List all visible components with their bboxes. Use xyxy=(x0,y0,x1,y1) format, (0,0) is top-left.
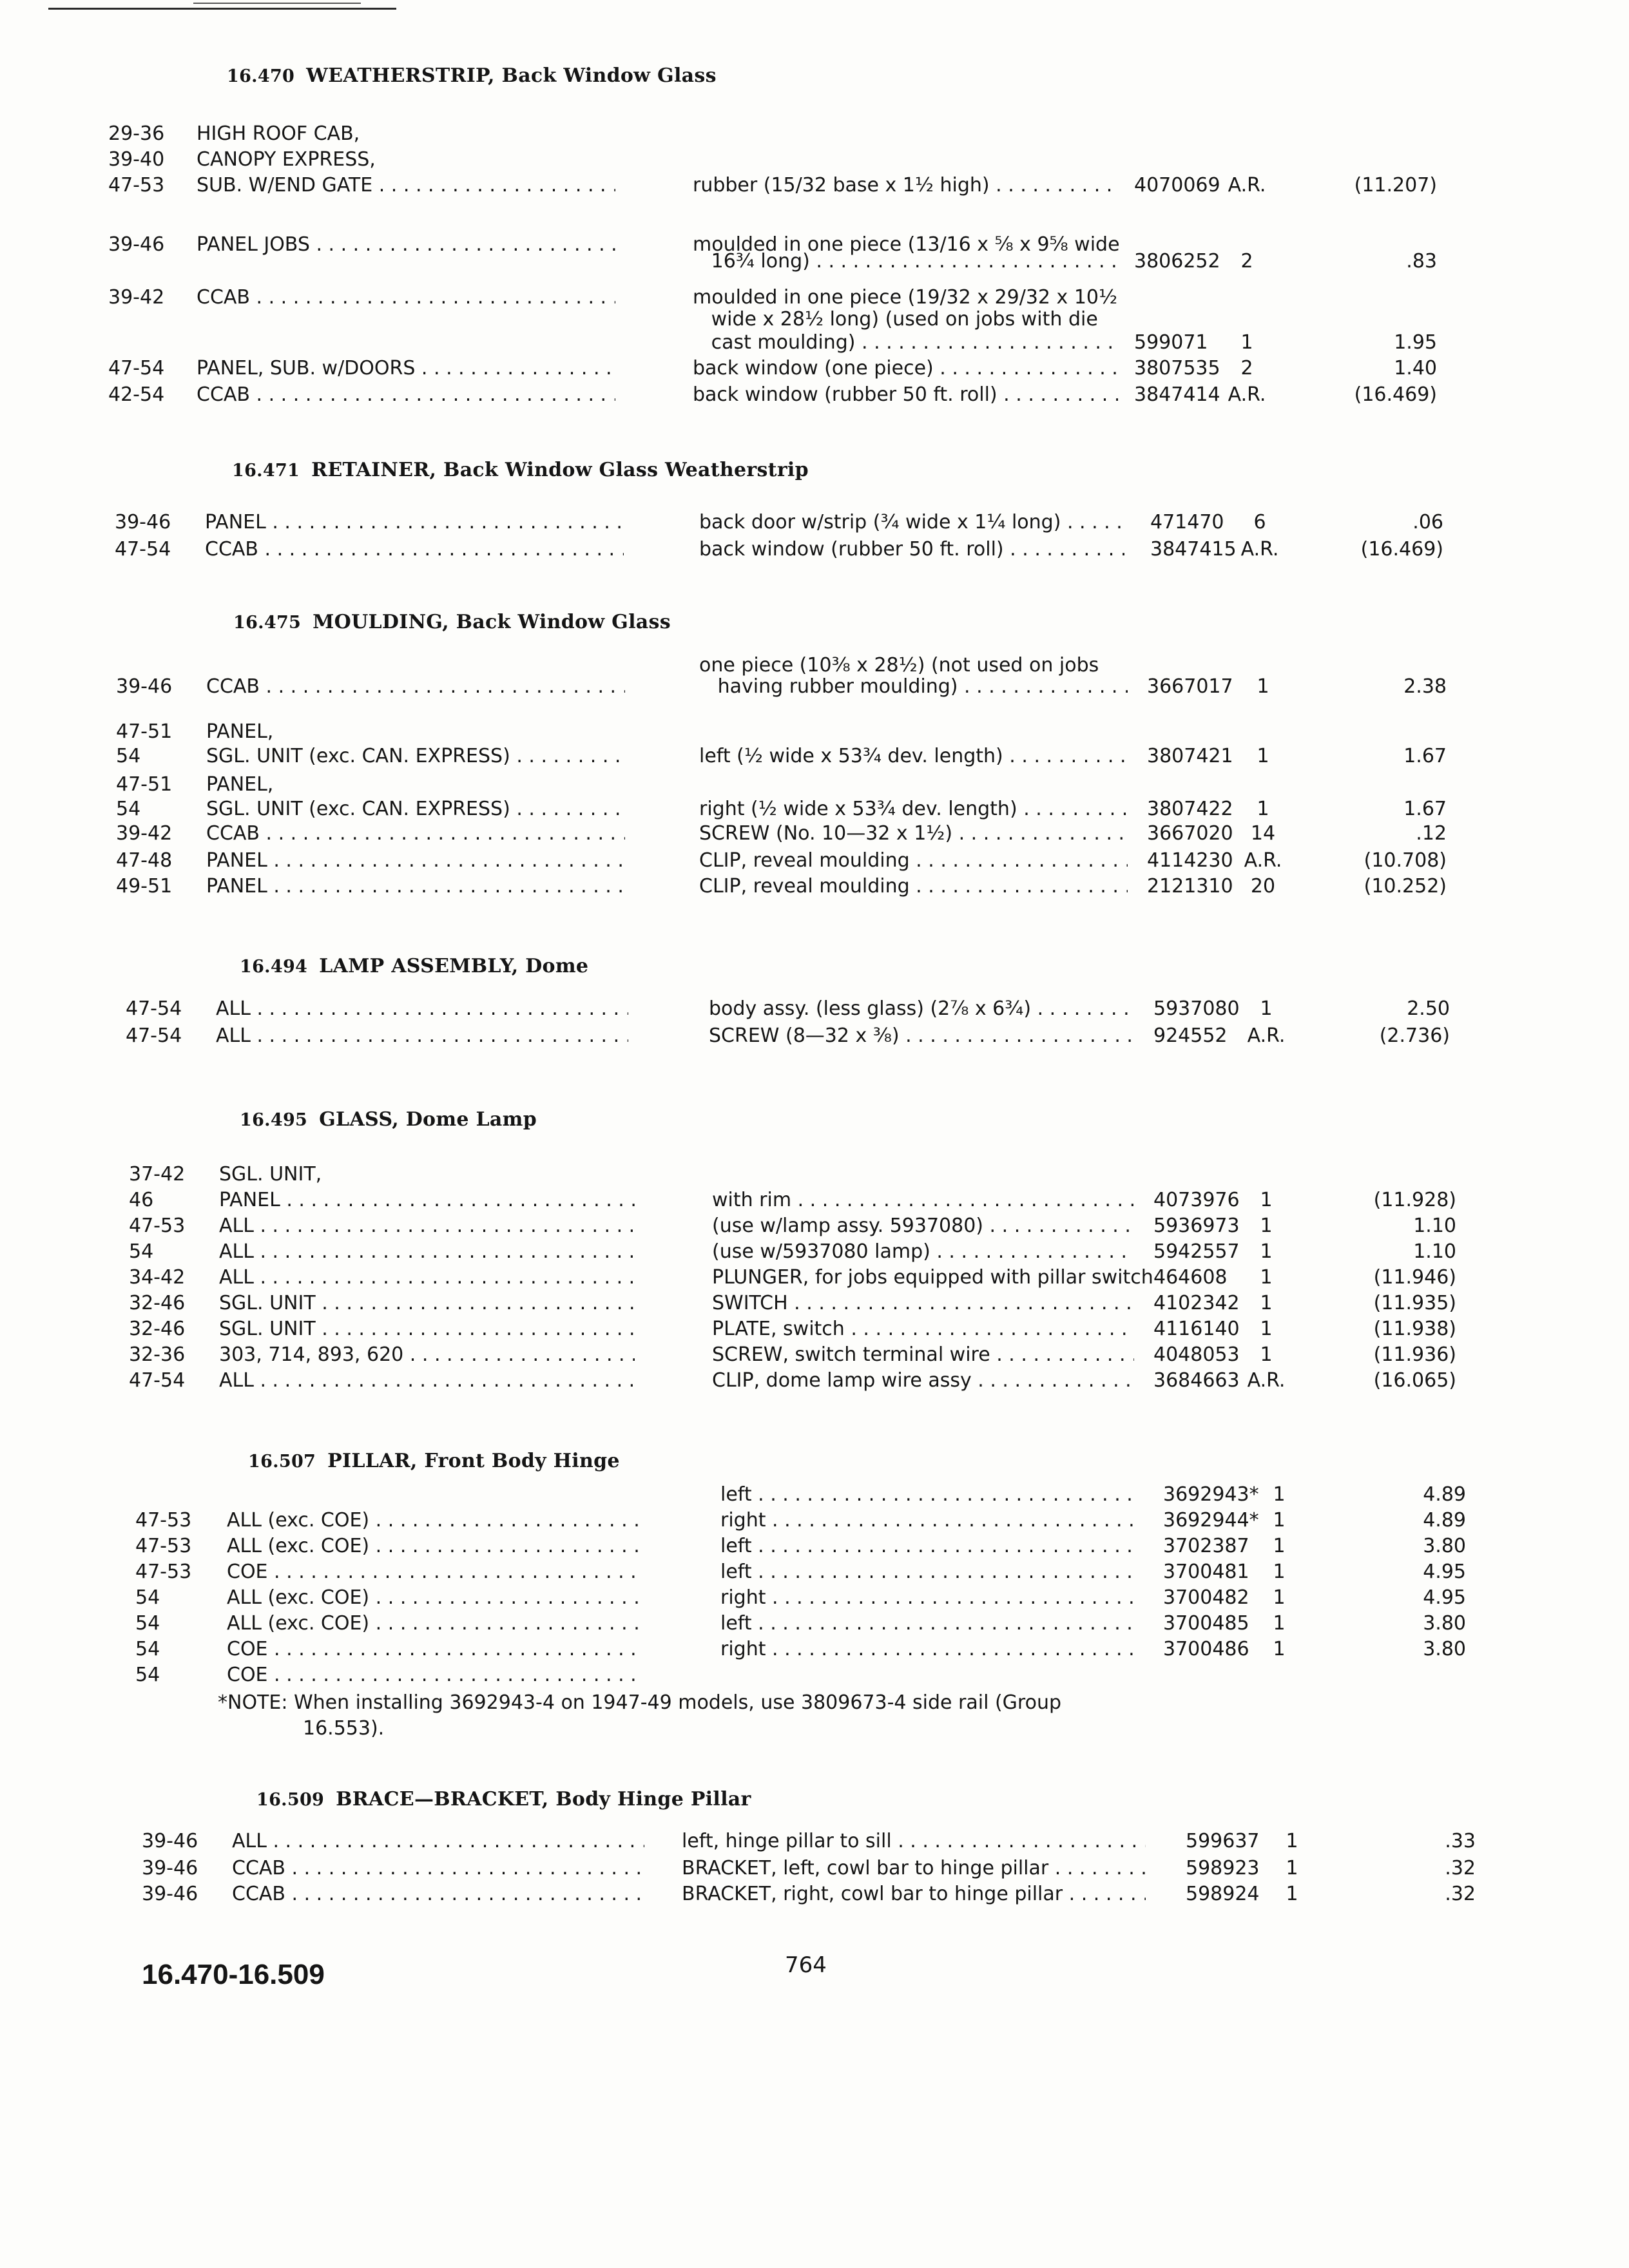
price: 2.38 xyxy=(1403,675,1447,698)
price: (11.938) xyxy=(1373,1318,1456,1340)
model-years: 39-40 xyxy=(108,148,165,171)
part-description: left . . . xyxy=(720,1483,1133,1506)
model-years: 47-51 xyxy=(116,720,173,743)
model-name: SGL. UNIT (exc. CAN. EXPRESS) . . . xyxy=(206,798,625,820)
model-name: ALL . . . xyxy=(219,1369,635,1392)
quantity: A.R. xyxy=(1240,538,1279,561)
model-years: 32-46 xyxy=(129,1318,186,1340)
model-name: CCAB . . . xyxy=(205,538,624,561)
part-description: left (½ wide x 53¾ dev. length) . . . xyxy=(699,745,1128,767)
quantity: A.R. xyxy=(1244,849,1282,872)
quantity: 2 xyxy=(1240,357,1253,380)
price: .83 xyxy=(1406,250,1437,273)
price: 3.80 xyxy=(1423,1535,1466,1557)
group-title: LAMP ASSEMBLY, Dome xyxy=(319,955,589,977)
quantity: 1 xyxy=(1260,1292,1273,1314)
part-number: 4073976 xyxy=(1153,1189,1240,1211)
model-name: PANEL . . . xyxy=(205,511,624,533)
part-description: back window (one piece) . . . xyxy=(693,357,1118,380)
price: 4.95 xyxy=(1423,1561,1466,1583)
part-description: cast moulding) . . . xyxy=(693,331,1118,354)
model-name: ALL (exc. COE) . . . xyxy=(227,1586,639,1609)
model-years: 54 xyxy=(135,1586,160,1609)
price: 4.89 xyxy=(1423,1509,1466,1532)
quantity: 1 xyxy=(1273,1586,1286,1609)
model-name: SGL. UNIT . . . xyxy=(219,1318,635,1340)
model-years: 47-53 xyxy=(135,1509,192,1532)
group-title: GLASS, Dome Lamp xyxy=(319,1108,537,1131)
model-name: ALL . . . xyxy=(219,1266,635,1289)
model-years: 39-46 xyxy=(115,511,171,533)
model-years: 54 xyxy=(116,745,141,767)
model-years: 39-42 xyxy=(116,822,173,845)
group-number: 16.507 xyxy=(248,1452,316,1472)
part-number: 3692943* xyxy=(1163,1483,1259,1506)
price: 4.89 xyxy=(1423,1483,1466,1506)
section-heading xyxy=(233,611,671,633)
model-name: ALL . . . xyxy=(232,1830,644,1852)
part-description: left . . . xyxy=(720,1561,1133,1583)
quantity: 1 xyxy=(1260,1240,1273,1263)
model-name: CCAB . . . xyxy=(197,383,615,406)
price: (11.936) xyxy=(1373,1343,1456,1366)
model-name: COE . . . xyxy=(227,1664,639,1686)
model-name: COE . . . xyxy=(227,1561,639,1583)
quantity: 1 xyxy=(1273,1638,1286,1660)
part-description: moulded in one piece (19/32 x 29/32 x 10½ xyxy=(693,286,1118,309)
part-description: SCREW (No. 10—32 x 1½) . . . xyxy=(699,822,1128,845)
part-number: 3807421 xyxy=(1147,745,1233,767)
model-name: ALL (exc. COE) . . . xyxy=(227,1612,639,1635)
part-description: moulded in one piece (13/16 x ⅝ x 9⅝ wide xyxy=(693,233,1120,256)
part-description: left . . . xyxy=(720,1612,1133,1635)
part-number: 599071 xyxy=(1134,331,1208,354)
quantity: 1 xyxy=(1286,1883,1298,1905)
part-description: CLIP, dome lamp wire assy . . . xyxy=(712,1369,1134,1392)
price: (16.469) xyxy=(1354,383,1437,406)
part-number: 464608 xyxy=(1153,1266,1228,1289)
price: .32 xyxy=(1445,1883,1476,1905)
section-heading xyxy=(227,64,717,87)
part-description: right (½ wide x 53¾ dev. length) . . . xyxy=(699,798,1128,820)
price: 1.10 xyxy=(1413,1240,1456,1263)
part-description: back door w/strip (¾ wide x 1¼ long) . . . xyxy=(699,511,1124,533)
model-name: ALL (exc. COE) . . . xyxy=(227,1509,639,1532)
group-title: MOULDING, Back Window Glass xyxy=(313,611,671,633)
part-description: wide x 28½ long) (used on jobs with die xyxy=(693,308,1098,331)
quantity: 1 xyxy=(1260,1343,1273,1366)
model-name: 303, 714, 893, 620 . . . xyxy=(219,1343,635,1366)
part-description: back window (rubber 50 ft. roll) . . . xyxy=(693,383,1118,406)
part-number: 598923 xyxy=(1186,1857,1260,1879)
group-number: 16.475 xyxy=(233,613,302,633)
price: (10.708) xyxy=(1364,849,1447,872)
price: .06 xyxy=(1412,511,1443,533)
section-heading xyxy=(240,1108,537,1131)
part-description: (use w/5937080 lamp) . . . xyxy=(712,1240,1134,1263)
part-number: 3807422 xyxy=(1147,798,1233,820)
model-name: PANEL . . . xyxy=(206,875,625,898)
price: 2.50 xyxy=(1407,997,1450,1020)
quantity: 1 xyxy=(1273,1509,1286,1532)
top-rule-short xyxy=(193,3,361,4)
price: (16.469) xyxy=(1360,538,1443,561)
model-name: PANEL . . . xyxy=(219,1189,635,1211)
price: 3.80 xyxy=(1423,1638,1466,1660)
model-years: 47-54 xyxy=(108,357,165,380)
model-years: 47-48 xyxy=(116,849,173,872)
price: (16.065) xyxy=(1373,1369,1456,1392)
model-name: PANEL JOBS . . . xyxy=(197,233,615,256)
model-years: 42-54 xyxy=(108,383,165,406)
price: (11.935) xyxy=(1373,1292,1456,1314)
model-name: PANEL, xyxy=(206,720,274,743)
model-years: 32-36 xyxy=(129,1343,186,1366)
section-heading xyxy=(240,955,588,977)
part-number: 4114230 xyxy=(1147,849,1233,872)
quantity: 1 xyxy=(1260,1266,1273,1289)
part-number: 4102342 xyxy=(1153,1292,1240,1314)
model-name: COE . . . xyxy=(227,1638,639,1660)
model-years: 39-46 xyxy=(142,1883,198,1905)
price: 3.80 xyxy=(1423,1612,1466,1635)
model-years: 39-46 xyxy=(116,675,173,698)
part-description: back window (rubber 50 ft. roll) . . . xyxy=(699,538,1124,561)
part-number: 3700485 xyxy=(1163,1612,1249,1635)
model-years: 39-46 xyxy=(108,233,165,256)
part-number: 2121310 xyxy=(1147,875,1233,898)
group-number: 16.470 xyxy=(227,66,295,86)
model-years: 54 xyxy=(135,1664,160,1686)
part-description: left . . . xyxy=(720,1535,1133,1557)
price: (11.928) xyxy=(1373,1189,1456,1211)
model-name: ALL . . . xyxy=(219,1240,635,1263)
model-name: CANOPY EXPRESS, xyxy=(197,148,376,171)
model-years: 54 xyxy=(135,1612,160,1635)
part-number: 3700481 xyxy=(1163,1561,1249,1583)
price: 4.95 xyxy=(1423,1586,1466,1609)
group-number: 16.471 xyxy=(232,461,300,481)
price: (11.207) xyxy=(1354,174,1437,197)
part-number: 4116140 xyxy=(1153,1318,1240,1340)
model-years: 47-53 xyxy=(108,174,165,197)
quantity: 1 xyxy=(1273,1483,1286,1506)
model-name: CCAB . . . xyxy=(232,1857,644,1879)
quantity: 1 xyxy=(1273,1612,1286,1635)
part-description: PLATE, switch . . . xyxy=(712,1318,1134,1340)
group-number: 16.494 xyxy=(240,957,308,977)
model-years: 47-54 xyxy=(126,997,182,1020)
part-description: SWITCH . . . xyxy=(712,1292,1134,1314)
model-years: 47-51 xyxy=(116,773,173,796)
model-name: PANEL, xyxy=(206,773,274,796)
part-description: BRACKET, right, cowl bar to hinge pillar . . . xyxy=(682,1883,1146,1905)
part-number: 3684663 xyxy=(1153,1369,1240,1392)
model-years: 47-53 xyxy=(129,1215,186,1237)
model-name: HIGH ROOF CAB, xyxy=(197,122,360,145)
part-number: 3807535 xyxy=(1134,357,1220,380)
model-years: 49-51 xyxy=(116,875,173,898)
quantity: 1 xyxy=(1273,1561,1286,1583)
model-years: 34-42 xyxy=(129,1266,186,1289)
part-description: BRACKET, left, cowl bar to hinge pillar . . . xyxy=(682,1857,1146,1879)
quantity: 1 xyxy=(1257,675,1269,698)
group-number: 16.509 xyxy=(256,1790,325,1810)
section-heading xyxy=(248,1450,620,1472)
part-description: PLUNGER, for jobs equipped with pillar switch xyxy=(712,1266,1153,1289)
price: 1.67 xyxy=(1403,745,1447,767)
footnote: *NOTE: When installing 3692943-4 on 1947-49 models, use 3809673-4 side rail (Group xyxy=(218,1691,1061,1714)
model-name: CCAB . . . xyxy=(206,822,625,845)
model-name: SGL. UNIT . . . xyxy=(219,1292,635,1314)
model-years: 32-46 xyxy=(129,1292,186,1314)
part-number: 471470 xyxy=(1150,511,1224,533)
part-number: 3806252 xyxy=(1134,250,1220,273)
model-name: ALL . . . xyxy=(216,997,628,1020)
price: 1.40 xyxy=(1394,357,1437,380)
quantity: A.R. xyxy=(1247,1024,1286,1047)
part-description: body assy. (less glass) (2⅞ x 6¾) . . . xyxy=(709,997,1137,1020)
model-years: 46 xyxy=(129,1189,154,1211)
price: .32 xyxy=(1445,1857,1476,1879)
part-number: 5936973 xyxy=(1153,1215,1240,1237)
quantity: 1 xyxy=(1286,1830,1298,1852)
quantity: 1 xyxy=(1260,1189,1273,1211)
model-name: ALL . . . xyxy=(216,1024,628,1047)
model-years: 39-42 xyxy=(108,286,165,309)
quantity: 1 xyxy=(1286,1857,1298,1879)
part-description: having rubber moulding) . . . xyxy=(699,675,1128,698)
model-years: 47-54 xyxy=(115,538,171,561)
quantity: A.R. xyxy=(1228,383,1266,406)
model-years: 47-54 xyxy=(126,1024,182,1047)
group-title: BRACE—BRACKET, Body Hinge Pillar xyxy=(336,1788,751,1811)
model-name: SUB. W/END GATE . . . xyxy=(197,174,615,197)
quantity: 1 xyxy=(1257,798,1269,820)
part-number: 3667020 xyxy=(1147,822,1233,845)
quantity: A.R. xyxy=(1228,174,1266,197)
section-heading xyxy=(256,1788,751,1811)
part-number: 5942557 xyxy=(1153,1240,1240,1263)
part-description: right . . . xyxy=(720,1509,1133,1532)
part-description: with rim . . . xyxy=(712,1189,1134,1211)
part-number: 5937080 xyxy=(1153,997,1240,1020)
model-name: ALL (exc. COE) . . . xyxy=(227,1535,639,1557)
model-name: CCAB . . . xyxy=(197,286,615,309)
quantity: 14 xyxy=(1250,822,1276,845)
model-years: 39-46 xyxy=(142,1830,198,1852)
model-years: 47-53 xyxy=(135,1535,192,1557)
price: (10.252) xyxy=(1364,875,1447,898)
part-number: 3667017 xyxy=(1147,675,1233,698)
group-number: 16.495 xyxy=(240,1110,308,1130)
part-number: 598924 xyxy=(1186,1883,1260,1905)
part-description: left, hinge pillar to sill . . . xyxy=(682,1830,1146,1852)
part-number: 4048053 xyxy=(1153,1343,1240,1366)
part-description: SCREW, switch terminal wire . . . xyxy=(712,1343,1134,1366)
part-description: SCREW (8—32 x ⅜) . . . xyxy=(709,1024,1137,1047)
price: 1.95 xyxy=(1394,331,1437,354)
quantity: 1 xyxy=(1257,745,1269,767)
part-number: 924552 xyxy=(1153,1024,1228,1047)
part-description: right . . . xyxy=(720,1586,1133,1609)
model-name: SGL. UNIT, xyxy=(219,1163,322,1186)
model-years: 54 xyxy=(129,1240,154,1263)
part-description: CLIP, reveal moulding . . . xyxy=(699,875,1128,898)
part-number: 3847414 xyxy=(1134,383,1220,406)
model-years: 47-53 xyxy=(135,1561,192,1583)
part-number: 3700486 xyxy=(1163,1638,1249,1660)
quantity: 1 xyxy=(1240,331,1253,354)
quantity: 1 xyxy=(1273,1535,1286,1557)
page-number: 764 xyxy=(785,1952,827,1978)
group-title: WEATHERSTRIP, Back Window Glass xyxy=(306,64,717,87)
price: (2.736) xyxy=(1379,1024,1450,1047)
footnote-continued: 16.553). xyxy=(303,1717,385,1740)
part-description: (use w/lamp assy. 5937080) . . . xyxy=(712,1215,1134,1237)
model-years: 47-54 xyxy=(129,1369,186,1392)
model-years: 39-46 xyxy=(142,1857,198,1879)
model-name: CCAB . . . xyxy=(206,675,625,698)
model-name: CCAB . . . xyxy=(232,1883,644,1905)
part-description: CLIP, reveal moulding . . . xyxy=(699,849,1128,872)
quantity: 1 xyxy=(1260,1318,1273,1340)
model-name: SGL. UNIT (exc. CAN. EXPRESS) . . . xyxy=(206,745,625,767)
group-title: RETAINER, Back Window Glass Weatherstrip xyxy=(311,459,809,481)
part-number: 3692944* xyxy=(1163,1509,1259,1532)
part-number: 3702387 xyxy=(1163,1535,1249,1557)
part-number: 3847415 xyxy=(1150,538,1237,561)
quantity: A.R. xyxy=(1247,1369,1286,1392)
quantity: 20 xyxy=(1250,875,1276,898)
group-title: PILLAR, Front Body Hinge xyxy=(327,1450,620,1472)
model-name: PANEL . . . xyxy=(206,849,625,872)
price: 1.10 xyxy=(1413,1215,1456,1237)
model-name: PANEL, SUB. w/DOORS . . . xyxy=(197,357,615,380)
model-years: 54 xyxy=(116,798,141,820)
model-name: ALL . . . xyxy=(219,1215,635,1237)
part-description: one piece (10⅜ x 28½) (not used on jobs xyxy=(699,654,1099,677)
part-description: 16¾ long) . . . xyxy=(693,250,1118,273)
price: 1.67 xyxy=(1403,798,1447,820)
model-years: 54 xyxy=(135,1638,160,1660)
section-heading xyxy=(232,459,809,481)
part-number: 4070069 xyxy=(1134,174,1220,197)
model-years: 37-42 xyxy=(129,1163,186,1186)
quantity: 2 xyxy=(1240,250,1253,273)
price: .12 xyxy=(1416,822,1447,845)
part-description: rubber (15/32 base x 1½ high) . . . xyxy=(693,174,1118,197)
model-years: 29-36 xyxy=(108,122,165,145)
quantity: 6 xyxy=(1253,511,1266,533)
part-number: 3700482 xyxy=(1163,1586,1249,1609)
quantity: 1 xyxy=(1260,1215,1273,1237)
price: .33 xyxy=(1445,1830,1476,1852)
part-number: 599637 xyxy=(1186,1830,1260,1852)
footer-group-range: 16.470-16.509 xyxy=(142,1959,325,1990)
quantity: 1 xyxy=(1260,997,1273,1020)
part-description: right . . . xyxy=(720,1638,1133,1660)
price: (11.946) xyxy=(1373,1266,1456,1289)
top-rule xyxy=(48,8,396,10)
